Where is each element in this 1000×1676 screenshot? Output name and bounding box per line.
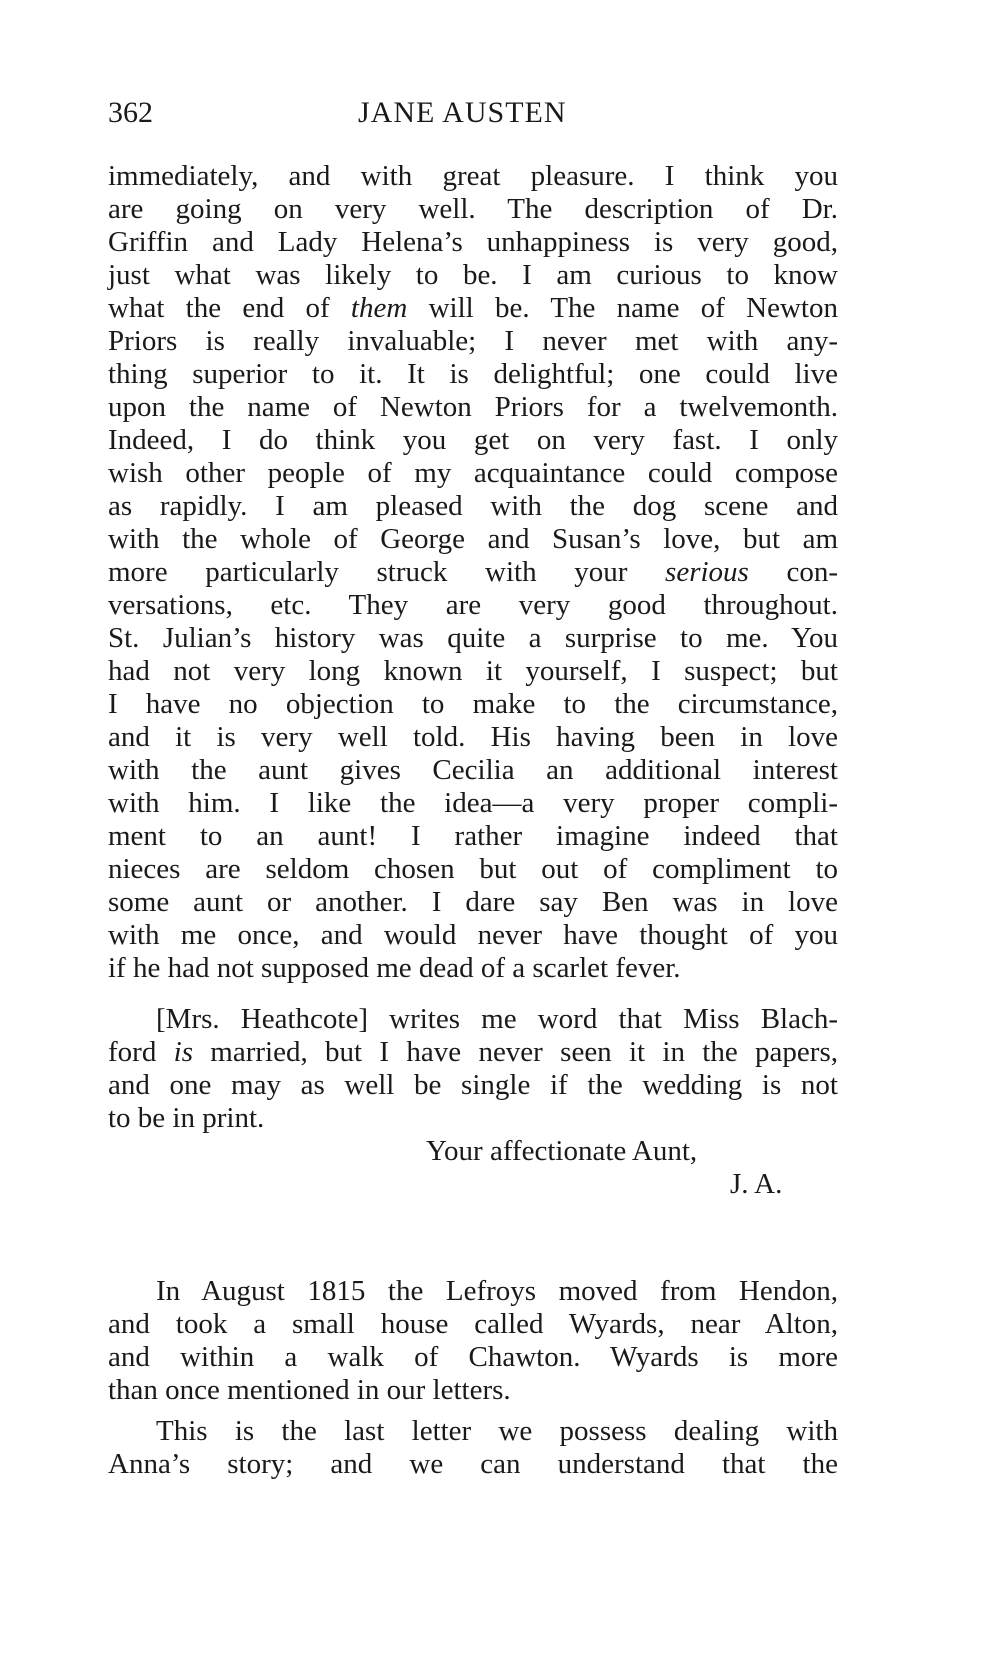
- text-line: are going on very well. The description of Dr.: [108, 193, 838, 225]
- text-line: Priors is really invaluable; I never met with any-: [108, 325, 838, 357]
- narrative-paragraph-1: [108, 1275, 838, 1407]
- section-gap: [108, 1201, 838, 1275]
- narrative-paragraph-2: [108, 1415, 838, 1481]
- text-line: [Mrs. Heathcote] writes me word that Miss Blach-: [156, 1003, 838, 1035]
- text-line: and one may as well be single if the wedding is not: [108, 1069, 838, 1101]
- running-head: [108, 96, 838, 140]
- text-line: with him. I like the idea—a very proper compli-: [108, 787, 838, 819]
- letter-signature: J. A.: [730, 1168, 783, 1200]
- text-line: This is the last letter we possess dealing with: [156, 1415, 838, 1447]
- letter-paragraph-1: [108, 160, 838, 985]
- text-run: more particularly struck with your: [108, 556, 666, 588]
- text-line: Indeed, I do think you get on very fast. I only: [108, 424, 838, 456]
- text-line: some aunt or another. I dare say Ben was in love: [108, 886, 838, 918]
- text-line: Anna’s story; and we can understand that the: [108, 1448, 838, 1480]
- text-line: [108, 556, 838, 589]
- text-line: had not very long known it yourself, I suspect; but: [108, 655, 838, 687]
- text-line: and it is very well told. His having been in love: [108, 721, 838, 753]
- text-run: ford: [108, 1036, 174, 1068]
- text-line: immediately, and with great pleasure. I think you: [108, 160, 838, 192]
- text-line: versations, etc. They are very good throughout.: [108, 589, 838, 621]
- text-line: as rapidly. I am pleased with the dog scene and: [108, 490, 838, 522]
- text-line: upon the name of Newton Priors for a twelvemonth.: [108, 391, 838, 423]
- text-line: Griffin and Lady Helena’s unhappiness is very good,: [108, 226, 838, 258]
- paragraph-gap: [108, 985, 838, 1003]
- text-run: con-: [748, 556, 838, 588]
- text-line: ment to an aunt! I rather imagine indeed that: [108, 820, 838, 852]
- text-line: St. Julian’s history was quite a surprise to me. You: [108, 622, 838, 654]
- text-line: and within a walk of Chawton. Wyards is more: [108, 1341, 838, 1373]
- text-line: wish other people of my acquaintance could compose: [108, 457, 838, 489]
- letter-paragraph-2: [108, 1003, 838, 1135]
- paragraph-gap: [108, 1407, 838, 1415]
- text-line: with the whole of George and Susan’s love, but am: [108, 523, 838, 555]
- text-run: married, but I have never seen it in the papers,: [192, 1036, 838, 1068]
- emphasis-serious: serious: [665, 556, 749, 588]
- text-line: In August 1815 the Lefroys moved from Hendon,: [156, 1275, 838, 1307]
- running-title: JANE AUSTEN: [358, 96, 567, 129]
- text-line: thing superior to it. It is delightful; one could live: [108, 358, 838, 390]
- page-number: 362: [108, 96, 153, 129]
- letter-closing: Your affectionate Aunt,: [426, 1135, 698, 1167]
- text-line: if he had not supposed me dead of a scarlet fever.: [108, 952, 681, 984]
- text-line: with me once, and would never have thought of you: [108, 919, 838, 951]
- text-line: with the aunt gives Cecilia an additional interest: [108, 754, 838, 786]
- text-line: nieces are seldom chosen but out of compliment to: [108, 853, 838, 885]
- text-run: what the end of: [108, 292, 351, 324]
- text-line: to be in print.: [108, 1102, 265, 1134]
- emphasis-them: them: [350, 292, 408, 324]
- text-line: than once mentioned in our letters.: [108, 1374, 511, 1406]
- text-line: and took a small house called Wyards, near Alton,: [108, 1308, 838, 1340]
- text-line: I have no objection to make to the circumstance,: [108, 688, 838, 720]
- text-line: just what was likely to be. I am curious to know: [108, 259, 838, 291]
- text-run: will be. The name of Newton: [407, 292, 838, 324]
- emphasis-is: is: [173, 1036, 193, 1068]
- page-body: [108, 160, 838, 1481]
- text-line: [108, 1036, 838, 1069]
- text-line: [108, 292, 838, 325]
